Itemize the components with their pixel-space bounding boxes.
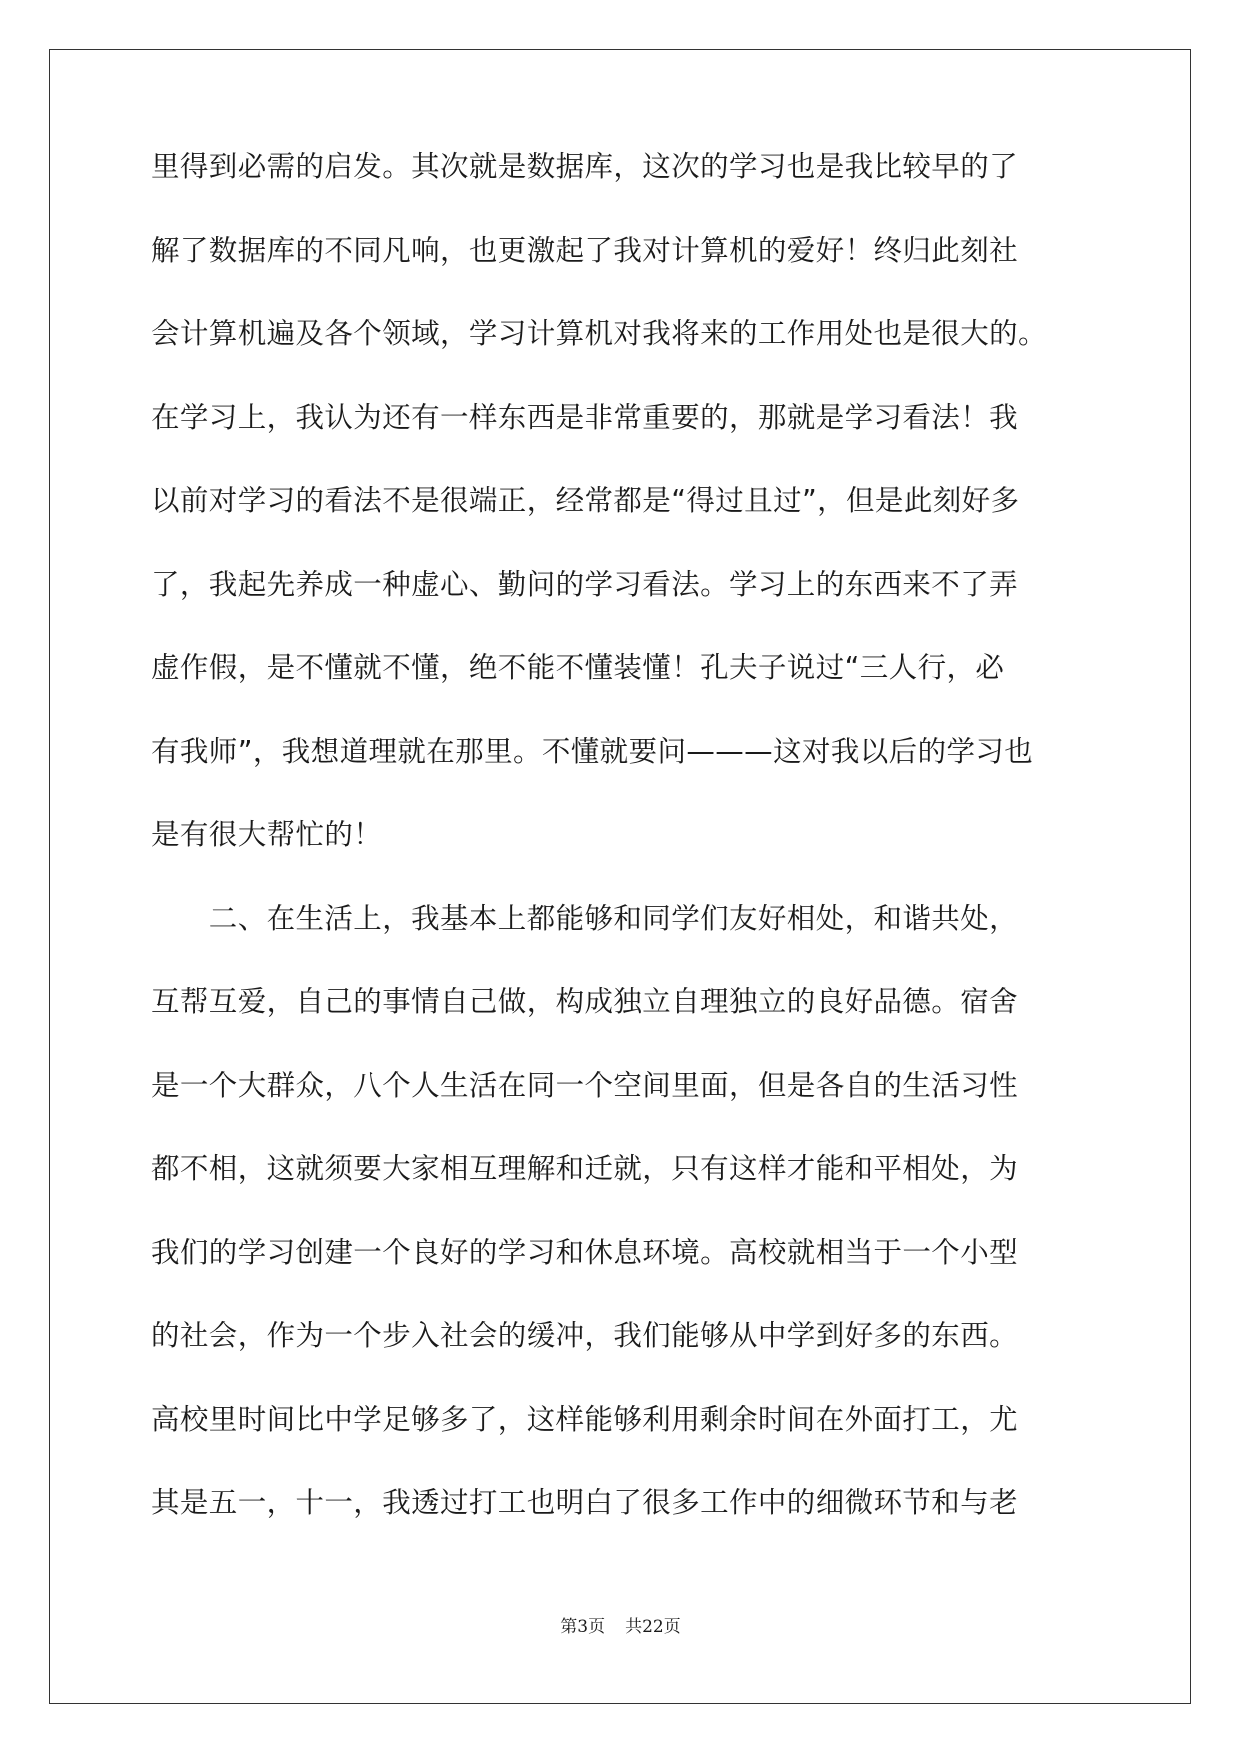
text-line: 的社会，作为一个步入社会的缓冲，我们能够从中学到好多的东西。 — [151, 1319, 1019, 1352]
text-line: 高校里时间比中学足够多了，这样能够利用剩余时间在外面打工，尤 — [151, 1402, 1019, 1436]
text-line: 我们的学习创建一个良好的学习和休息环境。高校就相当于一个小型 — [151, 1235, 1019, 1269]
text-line: 是一个大群众，八个人生活在同一个空间里面，但是各自的生活习性 — [151, 1068, 1019, 1102]
text-line: 里得到必需的启发。其次就是数据库，这次的学习也是我比较早的了 — [151, 150, 1019, 183]
page-number-current: 第3页 — [560, 1617, 606, 1637]
text-line: 二、在生活上，我基本上都能够和同学们友好相处，和谐共处， — [151, 901, 1019, 935]
text-line: 都不相，这就须要大家相互理解和迁就，只有这样才能和平相处，为 — [151, 1152, 1019, 1185]
text-line: 解了数据库的不同凡响，也更激起了我对计算机的爱好！终归此刻社 — [151, 233, 1019, 267]
text-line: 以前对学习的看法不是很端正，经常都是“得过且过”，但是此刻好多 — [151, 484, 1020, 517]
text-line: 是有很大帮忙的！ — [151, 818, 383, 851]
page-footer — [0, 1612, 1241, 1637]
text-line: 互帮互爱，自己的事情自己做，构成独立自理独立的良好品德。宿舍 — [151, 985, 1019, 1018]
text-line: 有我师”，我想道理就在那里。不懂就要问———这对我以后的学习也 — [151, 734, 1034, 768]
text-line: 虚作假，是不懂就不懂，绝不能不懂装懂！孔夫子说过“三人行，必 — [151, 651, 1005, 684]
text-line: 会计算机遍及各个领域，学习计算机对我将来的工作用处也是很大的。 — [151, 317, 1047, 350]
text-line: 其是五一，十一，我透过打工也明白了很多工作中的细微环节和与老 — [151, 1486, 1019, 1519]
page-number-total: 共22页 — [625, 1617, 681, 1637]
text-line: 在学习上，我认为还有一样东西是非常重要的，那就是学习看法！我 — [151, 400, 1019, 434]
text-line: 了，我起先养成一种虚心、勤问的学习看法。学习上的东西来不了弄 — [151, 567, 1019, 601]
document-body — [151, 150, 1091, 1570]
